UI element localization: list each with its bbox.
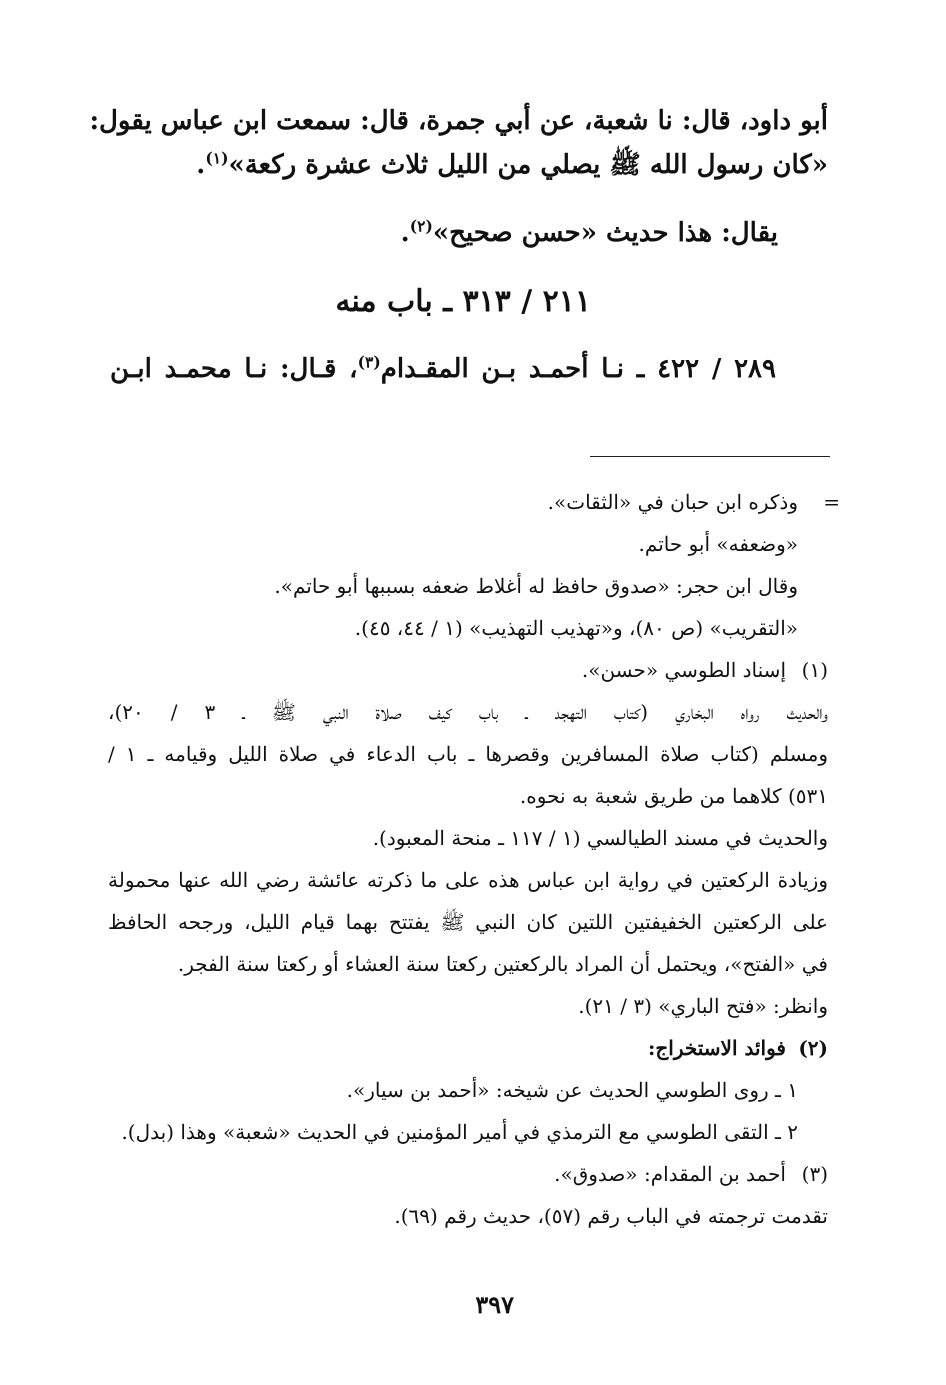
- footnote-2-line-1: فوائد الاستخراج:: [647, 1036, 786, 1060]
- main-text-line-3: يقال: هذا حديث «حسن صحيح»$^{(٢)}$.: [400, 216, 778, 248]
- footnote-1-line-3: ومسلم (كتاب صلاة المسافرين وقصرها ـ باب الدعاء في صلاة الليل وقيامه ـ ١ /: [108, 742, 828, 766]
- footnote-0-line-4: «التقريب» (ص ٨٠)، و«تهذيب التهذيب» (١ / ٤٤، ٤٥).: [354, 616, 798, 640]
- footnote-1-line-1: إسناد الطوسي «حسن».: [581, 658, 786, 682]
- footnote-1-line-4: ٥٣١) كلاهما من طريق شعبة به نحوه.: [519, 784, 828, 808]
- footnote-1-line-6: وزيادة الركعتين في رواية ابن عباس هذه على ما ذكرته عائشة رضي الله عنها محمولة: [108, 868, 828, 892]
- footnote-2-number: (٢): [798, 1036, 828, 1060]
- footnote-ref-3: (٣): [357, 352, 381, 372]
- footnote-3-number: (٣): [801, 1162, 828, 1186]
- footnote-0-line-3: وقال ابن حجر: «صدوق حافظ له أغلاط ضعفه بسببها أبو حاتم».: [274, 574, 798, 598]
- main-text-line-2: «كان رسول الله ﷺ يصلي من الليل ثلاث عشرة ركعة»$^{(١)}$.: [196, 148, 828, 180]
- footnote-0-line-1: وذكره ابن حبان في «الثقات».: [547, 490, 798, 514]
- footnote-1-line-2: والحديث رواه البخاري (كتاب التهجد ـ باب كيف صلاة النبي ﷺ ـ ٣ / ٢٠)،: [108, 700, 828, 724]
- main-text-line-1: أبو داود، قال: نا شعبة، عن أبي جمرة، قال: سمعت ابن عباس يقول:: [89, 106, 828, 136]
- chapter-heading: ٢١١ / ٣١٣ ـ باب منه: [335, 284, 591, 319]
- footnote-3-line-2: تقدمت ترجمته في الباب رقم (٥٧)، حديث رقم (٦٩).: [394, 1204, 828, 1228]
- footnote-divider: [590, 456, 830, 457]
- footnote-1-line-9: وانظر: «فتح الباري» (٣ / ٢١).: [578, 994, 828, 1018]
- footnote-0-line-2: «وضعفه» أبو حاتم.: [638, 532, 798, 556]
- footnote-ref-2: (٢): [409, 216, 433, 236]
- footnote-2-line-2: ١ ـ روى الطوسي الحديث عن شيخه: «أحمد بن سيار».: [346, 1078, 798, 1102]
- footnote-2-line-3: ٢ ـ التقى الطوسي مع الترمذي في أمير المؤمنين في الحديث «شعبة» وهذا (بدل).: [121, 1120, 798, 1144]
- footnote-1-line-8: في «الفتح»، ويحتمل أن المراد بالركعتين ركعتا سنة العشاء أو ركعتا سنة الفجر.: [177, 952, 828, 976]
- footnote-3-line-1: أحمد بن المقدام: «صدوق».: [554, 1162, 786, 1186]
- continuation-mark: =: [823, 490, 840, 514]
- footnote-1-line-7: على الركعتين الخفيفتين اللتين كان النبي ﷺ يفتتح بهما قيام الليل، ورجحه الحافظ: [108, 910, 828, 934]
- main-text-line-4: ٢٨٩ / ٤٢٢ ـ نـا أحمـد بـن المقـدام$^{(٣)}$، قـال: نـا محمـد ابـن: [110, 352, 776, 384]
- footnote-ref-1: (١): [205, 148, 229, 168]
- footnote-1-number: (١): [801, 658, 828, 682]
- page-number: ٣٩٧: [475, 1290, 514, 1319]
- footnote-1-line-5: والحديث في مسند الطيالسي (١ / ١١٧ ـ منحة المعبود).: [372, 826, 828, 850]
